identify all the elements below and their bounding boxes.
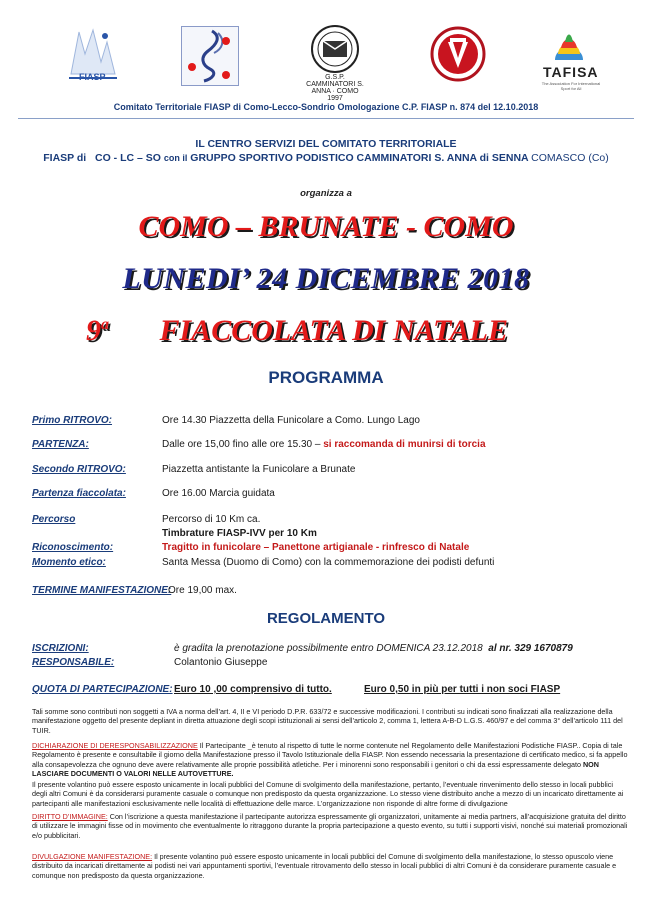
flyer-page: FIASP G.S.P. CAMMINATORI S. ANNA · COMO 1997 TAFISA The Association For International Sport for All Comitato Territoriale FIASP di Como-Lecco-Sondrio Omologazione C.P. FIASP n. 874 del 12.10.2018 IL CENTRO SERVIZI DEL COMITATO TERRITORIALE FIASP di CO - LC – SO con il GRUPPO SPORTIVO PODISTICO CAMMINATORI S. ANNA di SENNA COMASCO (Co) organizza a COMO – BRUNATE - COMO LUNEDI’ 24 DICEMBRE 2018 9$^a$ FIACCOLATA DI NATALE PROGRAMMA Primo RITROVO: Ore 14.30 Piazzetta della Funicolare a Como. Lungo Lago PARTENZA: Dalle ore 15,00 fino alle ore 15.30 – si raccomanda di munirsi di torcia Secondo RITROVO: Piazzetta antistante la Funicolare a Brunate Partenza fiaccolata: Ore 16.00 Marcia guidata Percorso Percorso di 10 Km ca. Timbrature FIASP-IVV per 10 Km Riconoscimento: Tragitto in funicolare – Panettone artigianale - rinfresco di Natale Momento etico: Santa Messa (Duomo di Como) con la commemorazione dei podisti defunti TERMINE MANIFESTAZIONE: Ore 19,00 max. REGOLAMENTO ISCRIZIONI: è gradita la prenotazione possibilmente entro DOMENICA 23.12.2018 al nr. 329 1670879 RESPONSABILE: Colantonio Giuseppe QUOTA DI PARTECIPAZIONE: Euro 10 ,00 comprensivo di tutto. Euro 0,50 in più per tutti i non soci FIASP Tali somme sono contributi non soggetti a IVA a norma dell’art. 4, II e VI periodo D.P.R. 633/72 e successive modificazioni. I contributi su indicati sono finalizzati alla realizzazione della manifestazione oggetto del presente depliant in diretta attuazione degli scopi istituzionali ai sensi dell’articolo 2, comma 1, lettera A-B-D L.G.S. 460/97 e del comma 3° dell’articolo 111 del TUIR. DICHIARAZIONE DI DERESPONSABILIZZAZIONE Il Partecipante _è tenuto al rispetto di tutte le norme contenute nel Regolamento delle Manifestazioni Podistiche FIASP.. Copia di tale Regolamento è presente e consultabile il giorno della Manifestazione presso il Tavolo Istituzionale della FIASP. Non essendo necessaria la presentazione di certificato medico, si fa appello alla consapevolezza che ognuno deve avere relativamente alle proprie possibilità atletiche. Per i minorenni sono responsabili i genitori o chi da essi espressamente delegato NON LASCIARE DOCUMENTI O VALORI NELLE AUTOVETTURE. Il presente volantino può essere esposto unicamente in locali pubblici del Comune di svolgimento della manifestazione, pertanto, l’eventuale rinvenimento dello stesso in locali pubblici degli altri Comuni è da considerarsi puramente casuale o comunque non predisposto da questa organizzazione. Lo stesso viene distribuito anche a mezzo di un incaricato direttamente ai partecipanti alle manifestazioni esclusivamente nelle località di effettuazione delle marce. L’organizzazione non risponde di altre forme di divulgazione DIRITTO D’IMMAGINE: Con l’iscrizione a questa manifestazione il partecipante autorizza espressamente gli organizzatori, unitamente ai media partners, all’acquisizione gratuita del diritto di utilizzare le immagini fisse od in movimento che eventualmente lo ritraggono durante la propria partecipazione a questo evento, su tutti i supporti visivi, nonché sui materiali promozionali e/o pubblicitari. DIVULGAZIONE MANIFESTAZIONE: Il presente volantino può essere esposto unicamente in locali pubblici del Comune di svolgimento della manifestazione, lo stesso opuscolo viene distribuito da incaricati direttamente ai podisti nei vari appuntamenti sportivi, l’eventuale ritrovamento dello stesso in locali pubblici di altri Comuni è da considerare puramente casuale e comunque non predisposto da questa organizzazione.	[0, 0, 652, 922]
date-title: LUNEDI’ 24 DICEMBRE 2018	[122, 262, 530, 295]
program-label: Primo RITROVO:	[32, 415, 113, 426]
seal-text: G.S.P. CAMMINATORI S. ANNA · COMO 1997	[306, 74, 364, 102]
logo-strip	[55, 24, 601, 102]
header-divider	[18, 118, 634, 119]
programma-heading: PROGRAMMA	[268, 368, 384, 387]
program-label: Secondo RITROVO:	[32, 464, 126, 475]
runners-seal-icon	[305, 24, 365, 102]
program-value: Percorso di 10 Km ca.	[162, 514, 261, 525]
edition-number: 9$^a$	[86, 314, 109, 347]
red-wreath-emblem-icon	[430, 24, 486, 88]
program-label: Percorso	[32, 514, 76, 525]
program-label: TERMINE MANIFESTAZIONE:	[32, 585, 172, 596]
program-value: Dalle ore 15,00 fino alle ore 15.30 – si raccomanda di munirsi di torcia	[162, 439, 486, 450]
fine-print-volantino: Il presente volantino può essere esposto unicamente in locali pubblici del Comune di svolgimento della manifestazione, pertanto, l’eventuale rinvenimento dello stesso in locali pubblici degli altri Comuni è da considerarsi puramente casuale o comunque non predisposto da questa organizzazione. Lo stesso viene distribuito anche a mezzo di un incaricato direttamente ai partecipanti alle manifestazioni esclusivamente nelle località di effettuazione delle marce. L’organizzazione non risponde di altre forme di divulgazione	[32, 780, 624, 808]
event-title: 9$^a$ FIACCOLATA DI NATALE	[86, 314, 508, 347]
comitato-header: Comitato Territoriale FIASP di Como-Lecco-Sondrio Omologazione C.P. FIASP n. 874 del 12.10.2018	[113, 102, 539, 112]
tafisa-logo-icon	[539, 24, 601, 91]
organizza-line: organizza a	[300, 188, 352, 199]
program-value: Ore 16.00 Marcia guidata	[162, 488, 275, 499]
centro-servizi-line: IL CENTRO SERVIZI DEL COMITATO TERRITORIALE	[195, 138, 457, 150]
route-map-icon	[181, 26, 239, 86]
program-label: Partenza fiaccolata:	[32, 488, 126, 499]
program-value: Timbrature FIASP-IVV per 10 Km	[162, 528, 317, 539]
tafisa-subtitle: The Association For International Sport for All	[541, 81, 601, 91]
fiasp-logo-icon: FIASP	[65, 24, 121, 88]
organizer-line: FIASP di CO - LC – SO con il GRUPPO SPORTIVO PODISTICO CAMMINATORI S. ANNA di SENNA COMASCO (Co)	[43, 152, 609, 164]
tafisa-label: TAFISA	[543, 64, 599, 80]
program-value: Ore 14.30 Piazzetta della Funicolare a Como. Lungo Lago	[162, 415, 420, 426]
regolamento-heading: REGOLAMENTO	[266, 610, 386, 627]
program-value: Santa Messa (Duomo di Como) con la commemorazione dei podisti defunti	[162, 557, 495, 568]
program-label: Momento etico:	[32, 557, 106, 568]
fine-print-contributi: Tali somme sono contributi non soggetti a IVA a norma dell’art. 4, II e VI periodo D.P.R. 633/72 e successive modificazioni. I contributi su indicati sono finalizzati alla realizzazione della manifestazione oggetto del presente depliant in diretta attuazione degli scopi istituzionali ai sensi dell’articolo 2, comma 1, lettera A-B-D L.G.S. 460/97 e del comma 3° dell’articolo 111 del TUIR.	[32, 707, 623, 735]
program-label: PARTENZA:	[32, 439, 89, 450]
route-title: COMO – BRUNATE - COMO	[138, 210, 514, 243]
program-label: Riconoscimento:	[32, 542, 114, 553]
fine-print-diritto-immagine: DIRITTO D’IMMAGINE: Con l’iscrizione a questa manifestazione il partecipante autorizza espressamente gli organizzatori, unitamente ai media partners, all’acquisizione gratuita del diritto di utilizzare le immagini fisse od in movimento che eventualmente lo ritraggono durante la propria partecipazione a questo evento, su tutti i supporti visivi, nonché sui materiali promozionali e/o pubblicitari.	[32, 812, 628, 840]
fine-print-deresponsabilizzazione: DICHIARAZIONE DI DERESPONSABILIZZAZIONE Il Partecipante _è tenuto al rispetto di tutte le norme contenute nel Regolamento delle Manifestazioni Podistiche FIASP.. Copia di tale Regolamento è presente e consultabile il giorno della Manifestazione presso il Tavolo Istituzionale della FIASP. Non essendo necessaria la presentazione di certificato medico, si fa appello alla consapevolezza che ognuno deve avere relativamente alle proprie possibilità atletiche. Per i minorenni sono responsabili i genitori o chi da essi espressamente delegato NON LASCIARE DOCUMENTI O VALORI NELLE AUTOVETTURE.	[32, 741, 628, 779]
fine-print-divulgazione: DIVULGAZIONE MANIFESTAZIONE: Il presente volantino può essere esposto unicamente in locali pubblici del Comune di svolgimento della manifestazione, lo stesso opuscolo viene distribuito da incaricati direttamente ai podisti nei vari appuntamenti sportivi, l’eventuale ritrovamento dello stesso in locali pubblici di altri Comuni è da considerare puramente casuale e comunque non predisposto da questa organizzazione.	[32, 852, 617, 880]
program-value: Tragitto in funicolare – Panettone artigianale - rinfresco di Natale	[162, 542, 470, 553]
program-value: Ore 19,00 max.	[168, 585, 237, 596]
program-value: Piazzetta antistante la Funicolare a Brunate	[162, 464, 356, 475]
